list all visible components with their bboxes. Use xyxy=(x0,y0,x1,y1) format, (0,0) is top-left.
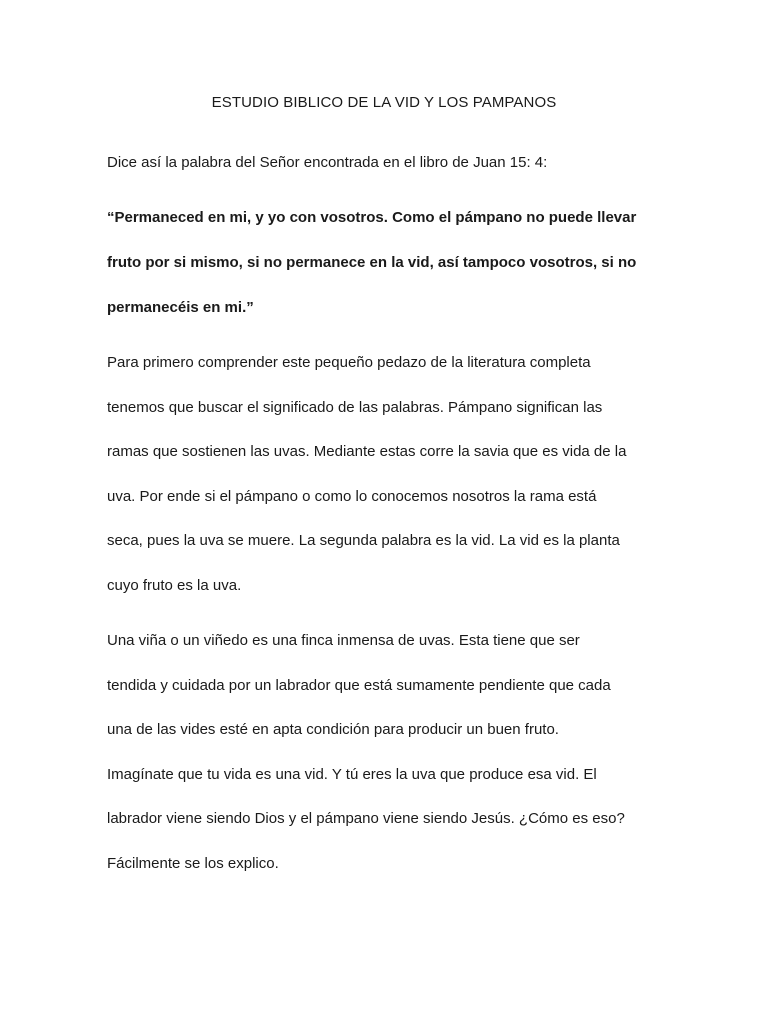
quote-line: permanecéis en mi.” xyxy=(107,299,254,316)
paragraph-line: seca, pues la uva se muere. La segunda palabra es la vid. La vid es la planta xyxy=(107,532,620,549)
paragraph-line: ramas que sostienen las uvas. Mediante estas corre la savia que es vida de la xyxy=(107,443,627,460)
paragraph-line: uva. Por ende si el pámpano o como lo conocemos nosotros la rama está xyxy=(107,488,597,505)
paragraph-line: labrador viene siendo Dios y el pámpano viene siendo Jesús. ¿Cómo es eso? xyxy=(107,810,625,827)
quote-line: fruto por si mismo, si no permanece en la vid, así tampoco vosotros, si no xyxy=(107,254,637,271)
paragraph-line: Para primero comprender este pequeño pedazo de la literatura completa xyxy=(107,354,591,371)
paragraph-line: tendida y cuidada por un labrador que está sumamente pendiente que cada xyxy=(107,677,611,694)
paragraph-line: una de las vides esté en apta condición para producir un buen fruto. xyxy=(107,721,559,738)
intro-line: Dice así la palabra del Señor encontrada en el libro de Juan 15: 4: xyxy=(107,154,548,171)
paragraph-line: Fácilmente se los explico. xyxy=(107,855,279,872)
paragraph-line: Una viña o un viñedo es una finca inmensa de uvas. Esta tiene que ser xyxy=(107,632,580,649)
paragraph-line: cuyo fruto es la uva. xyxy=(107,577,242,594)
quote-line: “Permaneced en mi, y yo con vosotros. Como el pámpano no puede llevar xyxy=(107,209,637,226)
paragraph-line: tenemos que buscar el significado de las palabras. Pámpano significan las xyxy=(107,399,603,416)
document-title: ESTUDIO BIBLICO DE LA VID Y LOS PAMPANOS xyxy=(211,94,557,111)
paragraph-line: Imagínate que tu vida es una vid. Y tú eres la uva que produce esa vid. El xyxy=(107,766,597,783)
